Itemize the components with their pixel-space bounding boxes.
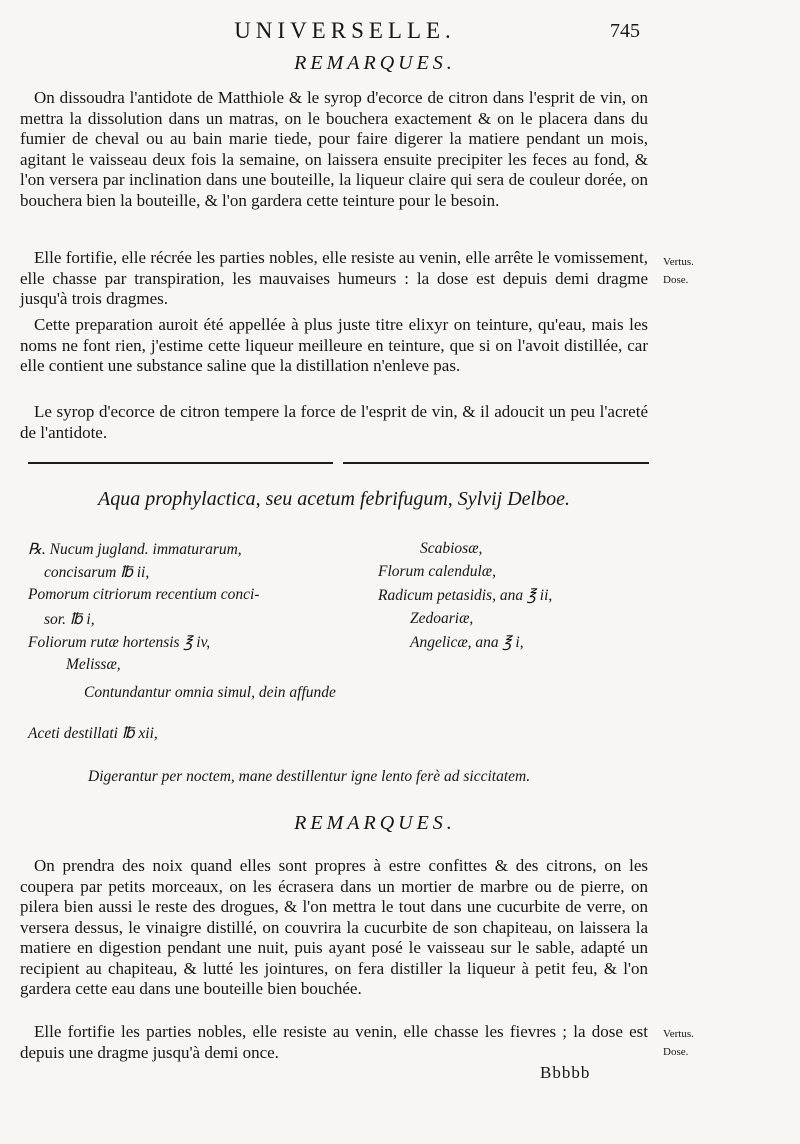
ingredient-line: sor. ℔ i, xyxy=(44,611,95,628)
ingredient-line: Melissæ, xyxy=(66,656,121,673)
paragraph-virtues: Elle fortifie, elle récrée les parties nobles, elle resiste au venin, elle arrête le vomissement, elle chasse par transpiration, les mauvaises humeurs : la dose est depuis demi dragme jusqu'à trois dragmes. xyxy=(20,248,648,308)
instruction-aceti: Aceti destillati ℔ xii, xyxy=(28,725,158,742)
instruction-contundantur: Contundantur omnia simul, dein affunde xyxy=(84,684,336,701)
divider-rule-left xyxy=(28,462,333,464)
paragraph-syrup-note: Le syrop d'ecorce de citron tempere la force de l'esprit de vin, & il adoucit un peu l'acreté de l'antidote. xyxy=(20,402,648,442)
section-heading-remarques-2: REMARQUES. xyxy=(294,812,456,834)
ingredient-line: Scabiosæ, xyxy=(420,540,483,557)
paragraph-elixir-note: Cette preparation auroit été appellée à plus juste titre elixyr on teinture, qu'eau, mais les noms ne font rien, j'estime cette liqueur meilleure en teinture, que si on l'avoit distillée, car elle contient une substance saline que la distillation n'enleve pas. xyxy=(20,315,648,375)
ingredient-line: concisarum ℔ ii, xyxy=(44,564,150,581)
ingredient-line: Angelicæ, ana ℥ i, xyxy=(410,634,524,651)
running-title: UNIVERSELLE. xyxy=(234,18,456,43)
ingredient-line: Radicum petasidis, ana ℥ ii, xyxy=(378,587,553,604)
page-number: 745 xyxy=(610,20,640,42)
margin-note-virtues: Vertus. xyxy=(663,256,694,268)
margin-note-virtues-2: Vertus. xyxy=(663,1028,694,1040)
recipe-title: Aqua prophylactica, seu acetum febrifugum, Sylvij Delboe. xyxy=(98,488,570,510)
ingredient-line: ℞. Nucum jugland. immaturarum, xyxy=(28,541,242,558)
ingredient-line: Zedoariæ, xyxy=(410,610,474,627)
margin-note-dose: Dose. xyxy=(663,274,689,286)
signature-mark: Bbbbb xyxy=(540,1063,591,1082)
paragraph-preparation: On dissoudra l'antidote de Matthiole & le syrop d'ecorce de citron dans l'esprit de vin, on mettra la dissolution dans un matras, on le bouchera exactement & on le placera dans du fumier de cheval ou au bain marie tiede, pour faire digerer la matiere pendant un mois, agitant le vaisseau deux fois la semaine, on laissera ensuite precipiter les feces au fond, & l'on versera par inclination dans une bouteille, la liqueur claire qui sera de couleur dorée, on bouchera bien la bouteille, & l'on gardera cette teinture pour le besoin. xyxy=(20,88,648,210)
ingredient-line: Pomorum citriorum recentium conci- xyxy=(28,586,260,603)
instruction-digerantur: Digerantur per noctem, mane destillentur igne lento ferè ad siccitatem. xyxy=(88,768,531,785)
running-head xyxy=(0,18,800,48)
paragraph-distillation: On prendra des noix quand elles sont propres à estre confittes & des citrons, on les coupera par petits morceaux, on les écrasera dans un mortier de marbre ou de pierre, on pilera bien aussi le reste des drogues, & l'on mettra le tout dans une cucurbite de verre, on versera dessus, le vinaigre distillé, on couvrira la cucurbite de son chapiteau, on laissera la matiere en digestion pendant une nuit, puis ayant posé le vaisseau sur le sable, adapté un recipient au chapiteau, & lutté les jointures, on fera distiller la liqueur à petit feu, & l'on gardera cette eau dans une bouteille bien bouchée. xyxy=(20,856,648,998)
section-heading-remarques: REMARQUES. xyxy=(294,52,456,74)
ingredient-line: Florum calendulæ, xyxy=(378,563,496,580)
margin-note-dose-2: Dose. xyxy=(663,1046,689,1058)
divider-rule-right xyxy=(343,462,649,464)
ingredient-line: Foliorum rutæ hortensis ℥ iv, xyxy=(28,634,211,651)
paragraph-virtues-2: Elle fortifie les parties nobles, elle resiste au venin, elle chasse les fievres ; la dose est depuis une dragme jusqu'à demi once. xyxy=(20,1022,648,1062)
